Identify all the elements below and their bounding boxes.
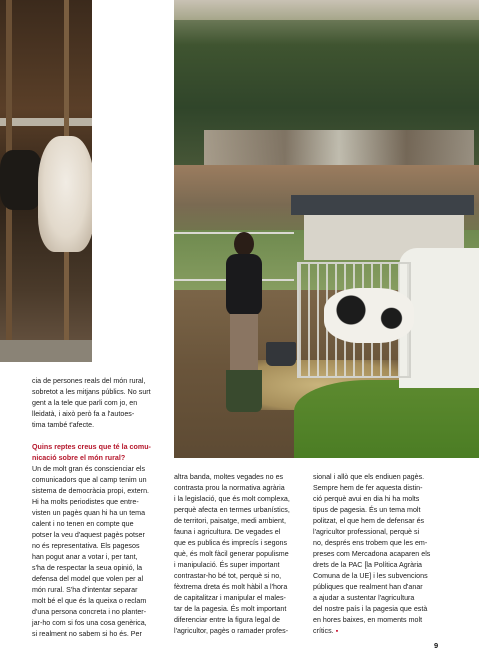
photo-cow-stable [0,0,92,362]
body-line: si realment no sabem si ho és. Per [32,630,142,638]
grass [294,380,479,458]
body-line: preses com Mercadona acaparen els [313,550,431,558]
bucket [266,342,296,366]
body-line: diferenciar entre la figura legal de [174,616,281,624]
body-line: cia de persones reals del món rural, [32,377,146,385]
body-line: sobretot a les mitjans públics. No surt [32,388,151,396]
body-line: lleidatà, i això però fa a l'autoes- [32,410,135,418]
body-line: visten un pagès quan hi ha un tema [32,509,146,517]
body-line: gent a la tele que parli com jo, en [32,399,138,407]
body-line: han pogut anar a votar i, per tant, [32,553,138,561]
stable-beam [0,118,92,126]
body-line: món rural. S'ha d'intentar separar [32,586,138,594]
body-line: públiques que realment han d'anar [313,583,423,591]
text-column-middle [174,472,310,637]
body-line: s'ha de respectar la seua opinió, la [32,564,143,572]
farmer-boots [226,370,262,412]
body-line: perquè afecta en termes urbanístics, [174,506,290,514]
last-line [313,626,449,637]
farmer-head [234,232,254,256]
body-line: tar de la pagesia. És molt important [174,605,287,613]
dark-cow [0,150,42,210]
body-line: tima també t'afecte. [32,421,95,429]
body-line: sional i allò que els endiuen pagès. [313,473,425,481]
body-line: l'agricultor, pagès o ramader profes- [174,627,289,635]
farmer-jacket [226,254,262,316]
interview-question: nicació sobre el món rural? [32,454,126,462]
body-line: Hi ha molts periodistes que entre- [32,498,139,506]
farmer-legs [230,314,258,374]
body-line: altra banda, moltes vegades no es [174,473,284,481]
interview-question: Quins reptes creus que té la comu- [32,443,151,451]
body-line: Comuna de la UE] i les subvencions [313,572,428,580]
body-line: sistema de democràcia propi, extern. [32,487,150,495]
paragraph-gap [32,431,168,442]
body-line: no és representativa. Els pagesos [32,542,140,550]
body-line: fèxtrema dreta és molt hàbil a l'hora [174,583,288,591]
body-line: ció perquè avui en dia hi ha molts [313,495,420,503]
sky [174,0,479,20]
body-line: d'una persona concreta i no planter- [32,608,147,616]
body-line: drets de la PAC [la Política Agrària [313,561,423,569]
photo-farmer-calves [174,0,479,458]
body-line: l'agricultor professional, perquè si [313,528,420,536]
body-line: contrasta prou la normativa agrària [174,484,285,492]
text-column-right [313,472,449,637]
body-line: calent i no tenen en compte que [32,520,134,528]
body-line: Sempre hem de fer aquesta distin- [313,484,423,492]
body-line-final: crítics. [313,627,334,635]
calf [324,288,414,343]
text-column-left [32,376,168,640]
end-of-article-icon: ▪ [335,627,339,635]
body-line: tipus de pagesia. És un tema molt [313,506,421,514]
body-line: politzat, el que hem de defensar és [313,517,425,525]
body-line: jar-ho com si fos una cosa genèrica, [32,619,147,627]
body-line: comunicadors que al camp tenim un [32,476,147,484]
body-line: defensa del model que volen per al [32,575,144,583]
body-line: Un de molt gran és conscienciar els [32,465,146,473]
body-line: de capitalitzar i manipular el males- [174,594,286,602]
body-line: què, és molt fàcil generar populisme [174,550,289,558]
page-number: 9 [434,641,439,650]
body-line: a ajudar a sustentar l'agricultura [313,594,415,602]
shed-roof [291,195,474,215]
body-line: fauna i agricultura. De vegades el [174,528,281,536]
white-cow [38,136,92,252]
body-line: i la legislació, que és molt complexa, [174,495,290,503]
body-line: i manipulació. És super important [174,561,280,569]
body-line: potser la veu d'aquest pagès potser [32,531,145,539]
body-line: no, després ens trobem que les em- [313,539,428,547]
stable-floor [0,340,92,362]
body-line: que es publica és imprecís i segons [174,539,288,547]
body-line: de territori, paisatge, medi ambient, [174,517,286,525]
farmer [222,232,264,412]
body-line: contrastar-ho bé tot, perquè si no, [174,572,282,580]
body-line: en hores baixes, en moments molt [313,616,423,624]
body-line: del nostre país i la pagesia que està [313,605,428,613]
body-line: molt bé el que és la queixa o reclam [32,597,147,605]
